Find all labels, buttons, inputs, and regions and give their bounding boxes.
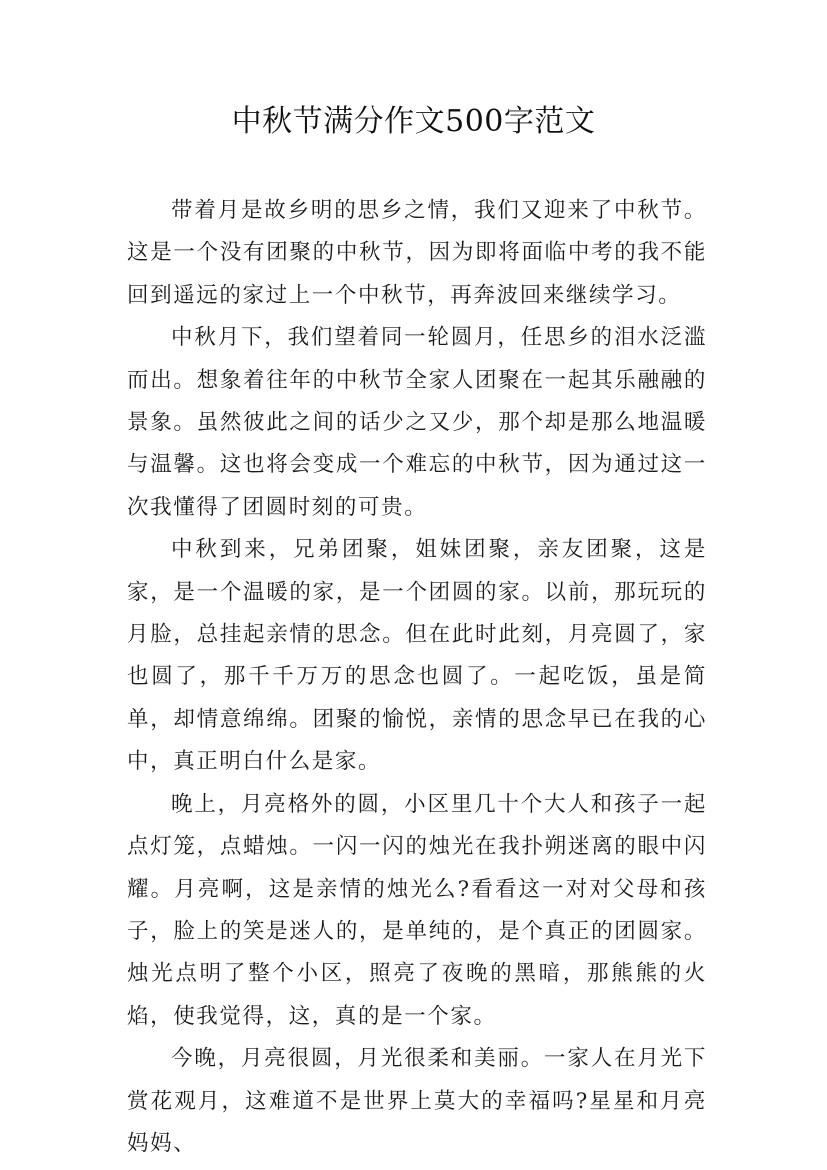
- paragraph-1: 带着月是故乡明的思乡之情，我们又迎来了中秋节。这是一个没有团聚的中秋节，因为即将面临中考的我不能回到遥远的家过上一个中秋节，再奔波回来继续学习。: [127, 198, 707, 308]
- paragraph-2: 中秋月下，我们望着同一轮圆月，任思乡的泪水泛滥而出。想象着往年的中秋节全家人团聚在一起其乐融融的景象。虽然彼此之间的话少之又少，那个却是那么地温暖与温馨。这也将会变成一个难忘的中秋节，因为通过这一次我懂得了团圆时刻的可贵。: [127, 325, 707, 520]
- document-body: [127, 190, 707, 1165]
- document-title: 中秋节满分作文500字范文: [231, 104, 596, 139]
- paragraph-4: 晚上，月亮格外的圆，小区里几十个大人和孩子一起点灯笼，点蜡烛。一闪一闪的烛光在我扑朔迷离的眼中闪耀。月亮啊，这是亲情的烛光么?看看这一对对父母和孩子，脸上的笑是迷人的，是单纯的，是个真正的团圆家。烛光点明了整个小区，照亮了夜晚的黑暗，那熊熊的火焰，使我觉得，这，真的是一个家。: [127, 791, 707, 1029]
- paragraph-3: 中秋到来，兄弟团聚，姐妹团聚，亲友团聚，这是家，是一个温暖的家，是一个团圆的家。以前，那玩玩的月脸，总挂起亲情的思念。但在此时此刻，月亮圆了，家也圆了，那千千万万的思念也圆了。一起吃饭，虽是简单，却情意绵绵。团聚的愉悦，亲情的思念早已在我的心中，真正明白什么是家。: [127, 537, 707, 775]
- paragraph-5: 今晚，月亮很圆，月光很柔和美丽。一家人在月光下赏花观月，这难道不是世界上莫大的幸福吗?星星和月亮妈妈、: [127, 1046, 707, 1156]
